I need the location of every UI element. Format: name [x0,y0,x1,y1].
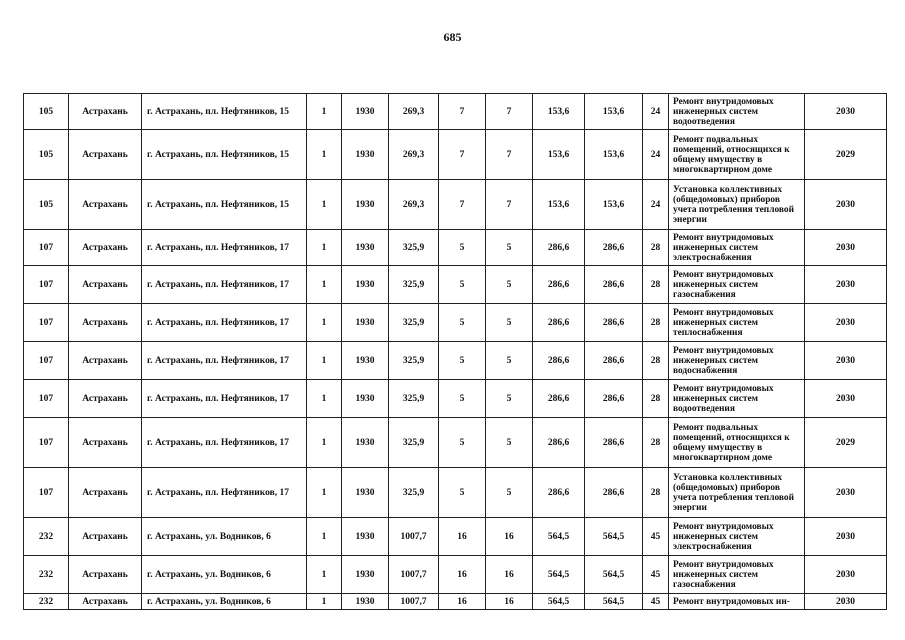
column-7-cell: 16 [439,518,486,556]
table-row [24,94,887,130]
column-10-cell: 153,6 [585,94,643,130]
column-9-cell: 153,6 [533,94,585,130]
year-cell: 1930 [342,304,389,342]
city-cell: Астрахань [69,418,142,468]
column-4-cell: 1 [307,94,342,130]
address-cell: г. Астрахань, пл. Нефтяников, 15 [142,180,307,230]
address-cell: г. Астрахань, пл. Нефтяников, 17 [142,380,307,418]
house-id-cell: 105 [24,130,69,180]
column-11-cell: 24 [643,180,669,230]
table-row [24,304,887,342]
column-4-cell: 1 [307,556,342,594]
term-year-cell: 2030 [805,230,887,266]
work-type-cell: Установка коллективных (общедомовых) приборов учета потребления тепловой энергии [669,180,805,230]
area-cell: 325,9 [389,468,439,518]
year-cell: 1930 [342,230,389,266]
column-11-cell: 28 [643,230,669,266]
column-9-cell: 286,6 [533,342,585,380]
year-cell: 1930 [342,556,389,594]
column-9-cell: 286,6 [533,304,585,342]
column-7-cell: 5 [439,266,486,304]
column-10-cell: 564,5 [585,594,643,610]
table-row [24,230,887,266]
column-7-cell: 7 [439,130,486,180]
work-type-cell: Установка коллективных (общедомовых) приборов учета потребления тепловой энергии [669,468,805,518]
column-4-cell: 1 [307,380,342,418]
house-id-cell: 107 [24,304,69,342]
work-type-cell: Ремонт внутридомовых инженерных систем водоотведения [669,380,805,418]
term-year-cell: 2030 [805,594,887,610]
column-10-cell: 564,5 [585,518,643,556]
work-type-cell: Ремонт внутридомовых инженерных систем водоснабжения [669,342,805,380]
column-10-cell: 286,6 [585,266,643,304]
column-7-cell: 16 [439,556,486,594]
house-id-cell: 232 [24,594,69,610]
column-9-cell: 286,6 [533,380,585,418]
column-9-cell: 564,5 [533,594,585,610]
term-year-cell: 2030 [805,94,887,130]
column-11-cell: 45 [643,518,669,556]
column-9-cell: 153,6 [533,180,585,230]
column-9-cell: 153,6 [533,130,585,180]
house-id-cell: 107 [24,342,69,380]
column-8-cell: 5 [486,304,533,342]
work-type-cell: Ремонт внутридомовых инженерных систем электроснабжения [669,230,805,266]
column-7-cell: 7 [439,94,486,130]
area-cell: 1007,7 [389,594,439,610]
year-cell: 1930 [342,418,389,468]
term-year-cell: 2030 [805,518,887,556]
column-4-cell: 1 [307,130,342,180]
work-type-cell: Ремонт подвальных помещений, относящихся к общему имуществу в многоквартирном доме [669,418,805,468]
column-10-cell: 153,6 [585,130,643,180]
column-9-cell: 286,6 [533,468,585,518]
term-year-cell: 2030 [805,266,887,304]
column-11-cell: 28 [643,342,669,380]
column-8-cell: 7 [486,180,533,230]
column-4-cell: 1 [307,342,342,380]
house-id-cell: 105 [24,180,69,230]
column-4-cell: 1 [307,418,342,468]
column-4-cell: 1 [307,304,342,342]
work-type-cell: Ремонт внутридомовых инженерных систем газоснабжения [669,556,805,594]
table-row [24,180,887,230]
column-7-cell: 16 [439,594,486,610]
column-11-cell: 28 [643,266,669,304]
term-year-cell: 2029 [805,130,887,180]
column-11-cell: 24 [643,94,669,130]
column-11-cell: 28 [643,418,669,468]
column-10-cell: 564,5 [585,556,643,594]
house-id-cell: 107 [24,266,69,304]
address-cell: г. Астрахань, пл. Нефтяников, 17 [142,342,307,380]
table-row [24,130,887,180]
page-number: 685 [443,30,462,44]
area-cell: 1007,7 [389,518,439,556]
column-8-cell: 5 [486,266,533,304]
year-cell: 1930 [342,266,389,304]
column-7-cell: 5 [439,342,486,380]
column-7-cell: 5 [439,468,486,518]
address-cell: г. Астрахань, ул. Водников, 6 [142,594,307,610]
city-cell: Астрахань [69,594,142,610]
house-id-cell: 232 [24,518,69,556]
area-cell: 269,3 [389,94,439,130]
term-year-cell: 2030 [805,380,887,418]
city-cell: Астрахань [69,468,142,518]
address-cell: г. Астрахань, пл. Нефтяников, 17 [142,468,307,518]
term-year-cell: 2030 [805,304,887,342]
area-cell: 325,9 [389,418,439,468]
house-id-cell: 107 [24,418,69,468]
table-row [24,594,887,610]
term-year-cell: 2030 [805,180,887,230]
column-4-cell: 1 [307,594,342,610]
column-7-cell: 5 [439,304,486,342]
column-9-cell: 286,6 [533,230,585,266]
work-type-cell: Ремонт внутридомовых инженерных систем газоснабжения [669,266,805,304]
term-year-cell: 2030 [805,556,887,594]
city-cell: Астрахань [69,556,142,594]
address-cell: г. Астрахань, пл. Нефтяников, 15 [142,130,307,180]
column-10-cell: 286,6 [585,342,643,380]
address-cell: г. Астрахань, пл. Нефтяников, 17 [142,418,307,468]
column-10-cell: 286,6 [585,468,643,518]
column-4-cell: 1 [307,230,342,266]
column-9-cell: 564,5 [533,556,585,594]
table-body [24,94,887,610]
column-4-cell: 1 [307,468,342,518]
term-year-cell: 2030 [805,342,887,380]
column-11-cell: 28 [643,304,669,342]
work-type-cell: Ремонт внутридомовых инженерных систем водоотведения [669,94,805,130]
year-cell: 1930 [342,130,389,180]
column-4-cell: 1 [307,180,342,230]
area-cell: 325,9 [389,304,439,342]
address-cell: г. Астрахань, пл. Нефтяников, 17 [142,230,307,266]
table-row [24,266,887,304]
city-cell: Астрахань [69,94,142,130]
address-cell: г. Астрахань, пл. Нефтяников, 17 [142,266,307,304]
house-id-cell: 105 [24,94,69,130]
column-11-cell: 45 [643,594,669,610]
column-4-cell: 1 [307,266,342,304]
column-9-cell: 564,5 [533,518,585,556]
column-10-cell: 286,6 [585,230,643,266]
city-cell: Астрахань [69,380,142,418]
area-cell: 1007,7 [389,556,439,594]
column-9-cell: 286,6 [533,418,585,468]
table-row [24,518,887,556]
column-10-cell: 286,6 [585,418,643,468]
area-cell: 269,3 [389,180,439,230]
column-4-cell: 1 [307,518,342,556]
house-id-cell: 107 [24,468,69,518]
year-cell: 1930 [342,380,389,418]
column-8-cell: 7 [486,130,533,180]
column-8-cell: 5 [486,380,533,418]
city-cell: Астрахань [69,230,142,266]
city-cell: Астрахань [69,518,142,556]
work-type-cell: Ремонт подвальных помещений, относящихся к общему имуществу в многоквартирном доме [669,130,805,180]
column-8-cell: 5 [486,468,533,518]
year-cell: 1930 [342,180,389,230]
column-11-cell: 45 [643,556,669,594]
work-type-cell: Ремонт внутридомовых инженерных систем электроснабжения [669,518,805,556]
address-cell: г. Астрахань, ул. Водников, 6 [142,518,307,556]
table-row [24,380,887,418]
area-cell: 325,9 [389,230,439,266]
term-year-cell: 2029 [805,418,887,468]
address-cell: г. Астрахань, пл. Нефтяников, 17 [142,304,307,342]
column-7-cell: 5 [439,418,486,468]
year-cell: 1930 [342,594,389,610]
year-cell: 1930 [342,342,389,380]
column-8-cell: 5 [486,230,533,266]
column-11-cell: 28 [643,468,669,518]
housing-registry-table [23,93,887,610]
column-10-cell: 286,6 [585,380,643,418]
area-cell: 269,3 [389,130,439,180]
column-8-cell: 7 [486,94,533,130]
term-year-cell: 2030 [805,468,887,518]
house-id-cell: 107 [24,230,69,266]
city-cell: Астрахань [69,180,142,230]
table-row [24,468,887,518]
table-row [24,418,887,468]
area-cell: 325,9 [389,342,439,380]
city-cell: Астрахань [69,342,142,380]
column-8-cell: 16 [486,518,533,556]
column-9-cell: 286,6 [533,266,585,304]
year-cell: 1930 [342,94,389,130]
column-8-cell: 5 [486,342,533,380]
house-id-cell: 232 [24,556,69,594]
year-cell: 1930 [342,468,389,518]
year-cell: 1930 [342,518,389,556]
column-7-cell: 7 [439,180,486,230]
address-cell: г. Астрахань, ул. Водников, 6 [142,556,307,594]
city-cell: Астрахань [69,304,142,342]
column-8-cell: 16 [486,556,533,594]
column-10-cell: 153,6 [585,180,643,230]
column-8-cell: 16 [486,594,533,610]
city-cell: Астрахань [69,266,142,304]
column-10-cell: 286,6 [585,304,643,342]
work-type-cell: Ремонт внутридомовых инженерных систем теплоснабжения [669,304,805,342]
table-row [24,556,887,594]
column-7-cell: 5 [439,380,486,418]
table-row [24,342,887,380]
column-7-cell: 5 [439,230,486,266]
address-cell: г. Астрахань, пл. Нефтяников, 15 [142,94,307,130]
area-cell: 325,9 [389,266,439,304]
column-11-cell: 28 [643,380,669,418]
column-8-cell: 5 [486,418,533,468]
column-11-cell: 24 [643,130,669,180]
area-cell: 325,9 [389,380,439,418]
city-cell: Астрахань [69,130,142,180]
house-id-cell: 107 [24,380,69,418]
work-type-cell: Ремонт внутридомовых ин- [669,594,805,610]
